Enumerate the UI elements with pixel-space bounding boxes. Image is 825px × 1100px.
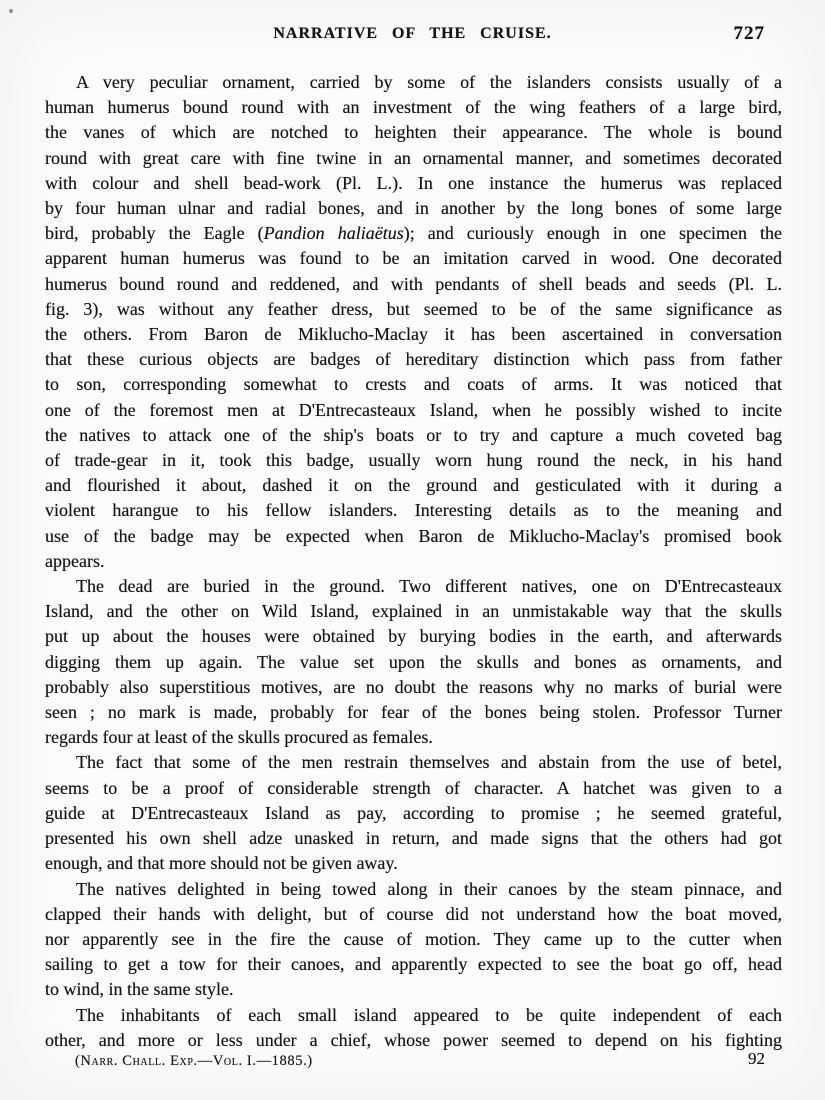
text-line: put up about the houses were obtained by burying bodies in the earth, and afterwards bbox=[45, 626, 782, 647]
text-line: regards four at least of the skulls procured as females. bbox=[45, 727, 433, 748]
text-line: round with great care with fine twine in an ornamental manner, and sometimes decorated bbox=[45, 147, 782, 168]
text-line: presented his own shell adze unasked in return, and made signs that the others had got bbox=[45, 828, 782, 849]
text-line bbox=[45, 221, 782, 246]
text-line: The inhabitants of each small island appeared to be quite independent of each bbox=[76, 1004, 782, 1025]
text-line: the natives to attack one of the ship's boats or to try and capture a much coveted bag bbox=[45, 424, 782, 445]
text-line: other, and more or less under a chief, whose power seemed to depend on his fighting bbox=[45, 1029, 782, 1050]
text-line: one of the foremost men at D'Entrecasteaux Island, when he possibly wished to incite bbox=[45, 399, 782, 420]
footer-imprint: (Narr. Chall. Exp.—Vol. I.—1885.) bbox=[75, 1053, 313, 1069]
paragraph bbox=[45, 877, 782, 1003]
text-line: the vanes of which are notched to heighten their appearance. The whole is bound bbox=[45, 122, 782, 143]
text-line: clapped their hands with delight, but of course did not understand how the boat moved, bbox=[45, 903, 782, 924]
text-line: probably also superstitious motives, are no doubt the reasons why no marks of burial were bbox=[45, 676, 782, 697]
species-name-italic: Pandion haliaëtus bbox=[263, 223, 404, 244]
page-number: 727 bbox=[733, 23, 765, 44]
text-line: nor apparently see in the fire the cause of motion. They came up to the cutter when bbox=[45, 928, 782, 949]
paragraph bbox=[45, 1003, 782, 1053]
text-line: seems to be a proof of considerable strength of character. A hatchet was given to a bbox=[45, 777, 782, 798]
text-line: of trade-gear in it, took this badge, usually worn hung round the neck, in his hand bbox=[45, 450, 782, 471]
page-body bbox=[45, 70, 782, 1053]
text-line: human humerus bound round with an investment of the wing feathers of a large bird, bbox=[45, 97, 782, 118]
text-line: seen ; no mark is made, probably for fear of the bones being stolen. Professor Turner bbox=[45, 702, 782, 723]
text-line: A very peculiar ornament, carried by some of the islanders consists usually of a bbox=[76, 72, 782, 92]
text-line: guide at D'Entrecasteaux Island as pay, according to promise ; he seemed grateful, bbox=[45, 802, 782, 823]
sheet-number: 92 bbox=[748, 1049, 765, 1068]
paragraph bbox=[45, 750, 782, 876]
text-line: apparent human humerus was found to be an imitation carved in wood. One decorated bbox=[45, 248, 782, 269]
text-line: and flourished it about, dashed it on the ground and gesticulated with it during a bbox=[45, 475, 782, 496]
running-head-title: NARRATIVE OF THE CRUISE. bbox=[273, 25, 552, 42]
text-line: The fact that some of the men restrain themselves and abstain from the use of betel, bbox=[76, 752, 782, 773]
text-segment: ); and curiously enough in one specimen the bbox=[403, 223, 782, 244]
text-segment: bird, probably the Eagle ( bbox=[45, 223, 264, 244]
text-line: digging them up again. The value set upon the skulls and bones as ornaments, and bbox=[45, 651, 782, 672]
text-line: to wind, in the same style. bbox=[45, 979, 234, 1000]
text-line: humerus bound round and reddened, and with pendants of shell beads and seeds (Pl. L. bbox=[45, 273, 782, 294]
text-line: enough, and that more should not be given away. bbox=[45, 853, 398, 874]
paragraph bbox=[45, 70, 782, 574]
text-line: Island, and the other on Wild Island, explained in an unmistakable way that the skulls bbox=[45, 601, 782, 622]
text-line: The natives delighted in being towed along in their canoes by the steam pinnace, and bbox=[76, 878, 782, 899]
text-line: fig. 3), was without any feather dress, but seemed to be of the same significance as bbox=[45, 298, 782, 319]
text-line: The dead are buried in the ground. Two different natives, one on D'Entrecasteaux bbox=[76, 576, 782, 597]
text-line: to son, corresponding somewhat to crests and coats of arms. It was noticed that bbox=[45, 374, 782, 395]
paragraph bbox=[45, 574, 782, 750]
scan-speck bbox=[9, 9, 13, 13]
text-line: with colour and shell bead-work (Pl. L.). In one instance the humerus was replaced bbox=[45, 172, 782, 193]
text-line: use of the badge may be expected when Baron de Miklucho-Maclay's promised book bbox=[45, 525, 782, 546]
text-line: violent harangue to his fellow islanders. Interesting details as to the meaning and bbox=[45, 500, 782, 521]
text-line: by four human ulnar and radial bones, and in another by the long bones of some large bbox=[45, 198, 782, 219]
text-line: the others. From Baron de Miklucho-Maclay it has been ascertained in conversation bbox=[45, 324, 782, 345]
text-line: that these curious objects are badges of hereditary distinction which pass from father bbox=[45, 349, 782, 370]
text-line: sailing to get a tow for their canoes, and apparently expected to see the boat go off, head bbox=[45, 954, 782, 975]
text-line: appears. bbox=[45, 550, 105, 571]
